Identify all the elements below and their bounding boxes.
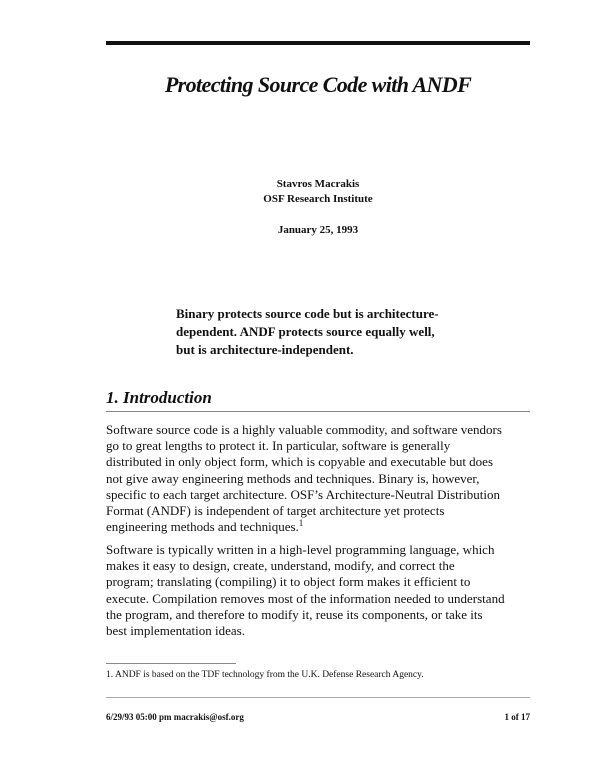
text-line: engineering methods and techniques. — [106, 519, 299, 535]
paper-title: Protecting Source Code with ANDF — [164, 72, 472, 97]
section-heading: 1. Introduction — [106, 388, 212, 407]
text-line: Software source code is a highly valuable commodity, and software vendors — [106, 422, 502, 437]
abstract-line: but is architecture-independent. — [176, 342, 354, 357]
top-rule — [106, 41, 530, 45]
footer-rule — [106, 697, 530, 698]
text-line: Software is typically written in a high-level programming language, which — [106, 542, 495, 557]
footnote-rule — [106, 663, 236, 664]
publication-date: January 25, 1993 — [277, 224, 359, 236]
text-line-with-footnote — [106, 519, 546, 535]
author-name: Stavros Macrakis — [276, 178, 360, 190]
text-line: makes it easy to design, create, understand, modify, and correct the — [106, 558, 455, 574]
page-number: 1 of 17 — [504, 712, 530, 722]
footer-timestamp-email: 6/29/93 05:00 pm macrakis@osf.org — [106, 712, 244, 722]
text-line: the program, and therefore to modify it, reuse its components, or take its — [106, 606, 483, 622]
abstract-line: Binary protects source code but is architecture- — [176, 306, 439, 321]
text-line: Format (ANDF) is independent of target architecture yet protects — [106, 503, 445, 519]
text-line: program; translating (compiling) it to object form makes it efficient to — [106, 574, 471, 590]
intro-paragraph-1 — [106, 422, 546, 535]
section-rule — [106, 411, 530, 412]
text-line: distributed in only object form, which is copyable and executable but does — [106, 454, 494, 470]
text-line: specific to each target architecture. OSF’s Architecture-Neutral Distribution — [106, 486, 500, 502]
footnote-reference[interactable]: 1 — [298, 518, 304, 529]
text-line: not give away engineering methods and techniques. Binary is, however, — [106, 470, 480, 486]
intro-paragraph-2 — [106, 542, 546, 639]
abstract — [176, 305, 496, 359]
footnote-text: 1. ANDF is based on the TDF technology from the U.K. Defense Research Agency. — [106, 670, 424, 680]
author-affiliation: OSF Research Institute — [263, 193, 373, 205]
text-line: go to great lengths to protect it. In particular, software is generally — [106, 438, 451, 454]
abstract-line: dependent. ANDF protects source equally well, — [176, 324, 435, 339]
text-line: best implementation ideas. — [106, 623, 245, 639]
text-line: execute. Compilation removes most of the information needed to understand — [106, 590, 505, 606]
